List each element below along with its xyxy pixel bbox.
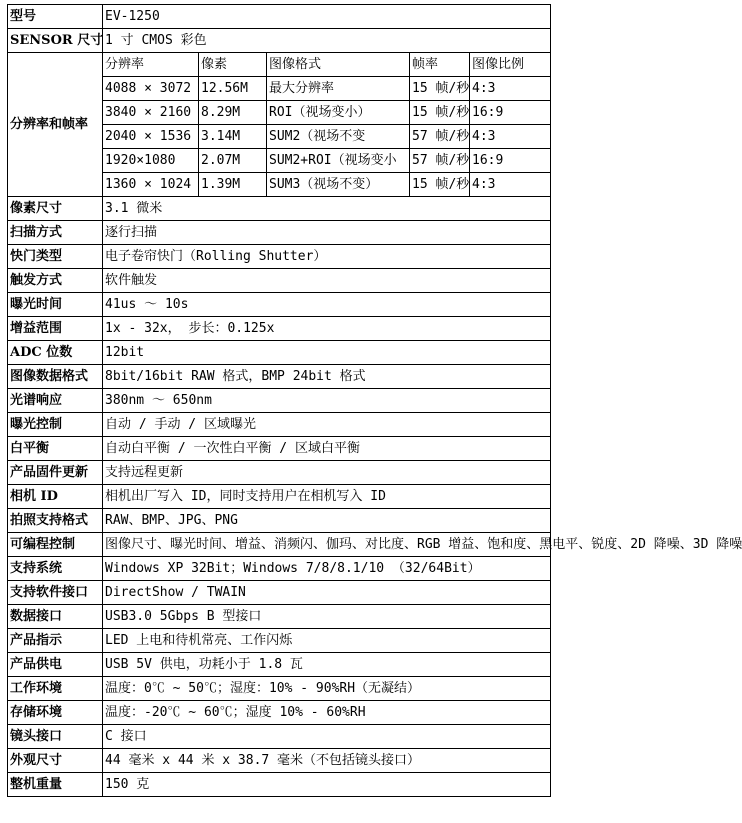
- row-value: 3.1 微米: [103, 197, 551, 221]
- row-label: 数据接口: [8, 605, 103, 629]
- sub-cell: 15 帧/秒: [410, 173, 470, 197]
- row-label: 支持软件接口: [8, 581, 103, 605]
- row-label: 扫描方式: [8, 221, 103, 245]
- row-label: 触发方式: [8, 269, 103, 293]
- row-value: 温度：0℃ ~ 50℃；湿度：10% - 90%RH（无凝结）: [103, 677, 551, 701]
- row-label: 外观尺寸: [8, 749, 103, 773]
- row-label: 快门类型: [8, 245, 103, 269]
- table-row: [8, 221, 551, 245]
- sub-cell: 3840 × 2160: [103, 101, 199, 125]
- sub-cell: 1920×1080: [103, 149, 199, 173]
- sub-cell: 15 帧/秒: [410, 77, 470, 101]
- sub-cell: 57 帧/秒: [410, 149, 470, 173]
- table-row: [8, 725, 551, 749]
- row-value: DirectShow / TWAIN: [103, 581, 551, 605]
- row-label: 分辨率和帧率: [8, 53, 103, 197]
- table-row: [8, 461, 551, 485]
- row-label: 可编程控制: [8, 533, 103, 557]
- row-value: EV-1250: [103, 5, 551, 29]
- row-value: 支持远程更新: [103, 461, 551, 485]
- table-row: [8, 53, 551, 77]
- table-row: [8, 197, 551, 221]
- row-label: 镜头接口: [8, 725, 103, 749]
- row-label: 相机 ID: [8, 485, 103, 509]
- table-row: [8, 533, 551, 557]
- row-value: 自动 / 手动 / 区域曝光: [103, 413, 551, 437]
- row-value: 自动白平衡 / 一次性白平衡 / 区域白平衡: [103, 437, 551, 461]
- sub-cell: 最大分辨率: [267, 77, 410, 101]
- table-row: [8, 245, 551, 269]
- table-row: [8, 437, 551, 461]
- sub-header: 图像比例: [470, 53, 551, 77]
- row-label: 曝光控制: [8, 413, 103, 437]
- row-label: SENSOR 尺寸: [8, 29, 103, 53]
- sub-cell: 1.39M: [199, 173, 267, 197]
- table-row: [8, 29, 551, 53]
- sub-cell: 4088 × 3072: [103, 77, 199, 101]
- row-value: Windows XP 32Bit；Windows 7/8/8.1/10 （32/64Bit）: [103, 557, 551, 581]
- row-value: USB3.0 5Gbps B 型接口: [103, 605, 551, 629]
- sub-header: 帧率: [410, 53, 470, 77]
- row-value: 图像尺寸、曝光时间、增益、消频闪、伽玛、对比度、RGB 增益、饱和度、黑电平、锐度、2D 降噪、3D 降噪: [103, 533, 551, 557]
- row-label: 整机重量: [8, 773, 103, 797]
- row-value: RAW、BMP、JPG、PNG: [103, 509, 551, 533]
- row-value: 380nm ～ 650nm: [103, 389, 551, 413]
- sub-header: 分辨率: [103, 53, 199, 77]
- row-value: USB 5V 供电，功耗小于 1.8 瓦: [103, 653, 551, 677]
- row-label: 曝光时间: [8, 293, 103, 317]
- row-value: LED 上电和待机常亮、工作闪烁: [103, 629, 551, 653]
- table-row: [8, 677, 551, 701]
- sub-header: 像素: [199, 53, 267, 77]
- table-row: [8, 701, 551, 725]
- row-label: 像素尺寸: [8, 197, 103, 221]
- sub-cell: 16:9: [470, 149, 551, 173]
- table-row: [8, 365, 551, 389]
- row-value: 1x - 32x， 步长：0.125x: [103, 317, 551, 341]
- table-row: [8, 749, 551, 773]
- row-value: 12bit: [103, 341, 551, 365]
- spec-table: [7, 4, 742, 797]
- sub-cell: 1360 × 1024: [103, 173, 199, 197]
- row-value: 电子卷帘快门（Rolling Shutter）: [103, 245, 551, 269]
- table-row: [8, 581, 551, 605]
- table-row: [8, 269, 551, 293]
- sub-cell: SUM2（视场不变: [267, 125, 410, 149]
- row-label: 光谱响应: [8, 389, 103, 413]
- sub-cell: 4:3: [470, 77, 551, 101]
- sub-cell: 4:3: [470, 125, 551, 149]
- row-value: 41us ～ 10s: [103, 293, 551, 317]
- table-row: [8, 413, 551, 437]
- row-label: 产品指示: [8, 629, 103, 653]
- row-label: 白平衡: [8, 437, 103, 461]
- table-row: [8, 629, 551, 653]
- table-row: [8, 485, 551, 509]
- table-row: [8, 557, 551, 581]
- table-row: [8, 773, 551, 797]
- row-label: 产品供电: [8, 653, 103, 677]
- sub-cell: 15 帧/秒: [410, 101, 470, 125]
- row-label: 拍照支持格式: [8, 509, 103, 533]
- sub-cell: ROI（视场变小）: [267, 101, 410, 125]
- sub-cell: 12.56M: [199, 77, 267, 101]
- row-label: 存储环境: [8, 701, 103, 725]
- table-row: [8, 605, 551, 629]
- row-value: 1 寸 CMOS 彩色: [103, 29, 551, 53]
- row-value: 150 克: [103, 773, 551, 797]
- table-row: [8, 293, 551, 317]
- row-value: 相机出厂写入 ID，同时支持用户在相机写入 ID: [103, 485, 551, 509]
- row-label: 增益范围: [8, 317, 103, 341]
- table-row: [8, 5, 551, 29]
- row-value: 8bit/16bit RAW 格式，BMP 24bit 格式: [103, 365, 551, 389]
- row-label: 工作环境: [8, 677, 103, 701]
- row-value: C 接口: [103, 725, 551, 749]
- sub-cell: 2040 × 1536: [103, 125, 199, 149]
- table-row: [8, 509, 551, 533]
- row-label: 支持系统: [8, 557, 103, 581]
- table-row: [8, 389, 551, 413]
- sub-header: 图像格式: [267, 53, 410, 77]
- row-value: 温度：-20℃ ~ 60℃；湿度 10% - 60%RH: [103, 701, 551, 725]
- table-row: [8, 653, 551, 677]
- sub-cell: 2.07M: [199, 149, 267, 173]
- sub-cell: 8.29M: [199, 101, 267, 125]
- row-label: 型号: [8, 5, 103, 29]
- sub-cell: 3.14M: [199, 125, 267, 149]
- sub-cell: 16:9: [470, 101, 551, 125]
- row-label: 图像数据格式: [8, 365, 103, 389]
- row-value: 软件触发: [103, 269, 551, 293]
- sub-cell: SUM3（视场不变）: [267, 173, 410, 197]
- row-value: 44 毫米 x 44 米 x 38.7 毫米（不包括镜头接口）: [103, 749, 551, 773]
- table-row: [8, 317, 551, 341]
- sub-cell: 4:3: [470, 173, 551, 197]
- sub-cell: SUM2+ROI（视场变小: [267, 149, 410, 173]
- row-label: ADC 位数: [8, 341, 103, 365]
- table-row: [8, 341, 551, 365]
- sub-cell: 57 帧/秒: [410, 125, 470, 149]
- row-label: 产品固件更新: [8, 461, 103, 485]
- row-value: 逐行扫描: [103, 221, 551, 245]
